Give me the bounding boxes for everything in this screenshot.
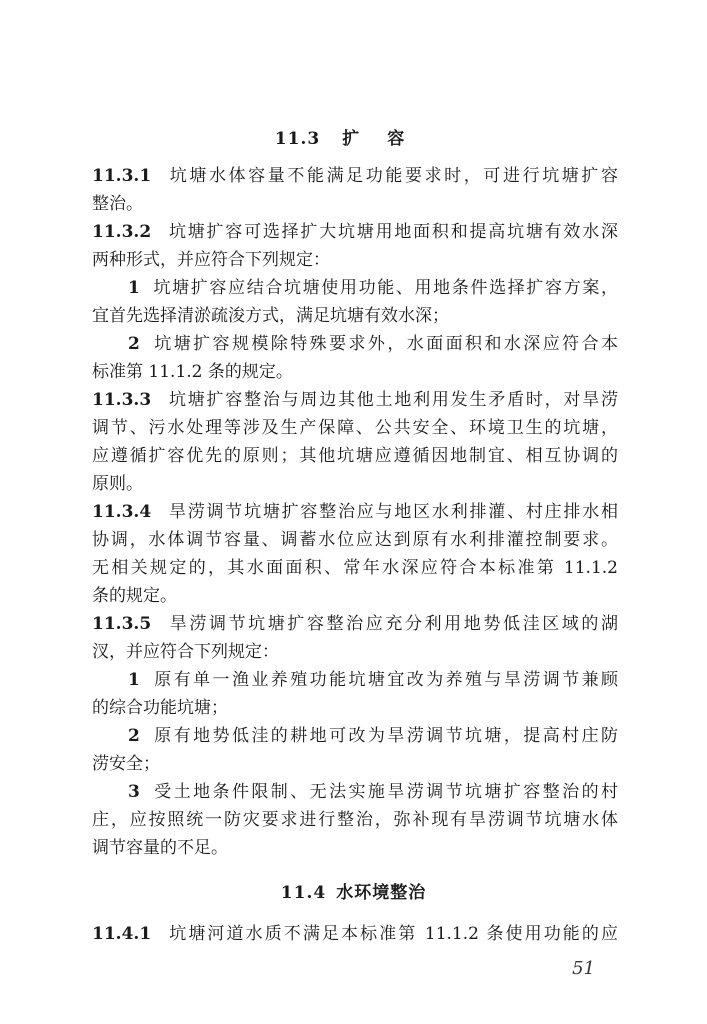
text-line: [92, 302, 618, 330]
section-number: 11.4: [280, 883, 327, 903]
line-text: 标准第 11.1.2 条的规定。: [92, 362, 293, 382]
text-line: [92, 414, 618, 442]
clause-line: [92, 610, 618, 638]
section-number: 11.3: [274, 129, 321, 149]
list-item-number: 1: [128, 278, 140, 298]
text-line: [92, 470, 618, 498]
line-text: 协调，水体调节容量、调蓄水位应达到原有水利排灌控制要求。: [92, 530, 618, 550]
line-text: 整治。: [92, 194, 143, 214]
line-text: 涝安全；: [92, 754, 160, 774]
list-item-line: [128, 666, 618, 694]
line-text: 原有地势低洼的耕地可改为旱涝调节坑塘，提高村庄防: [151, 726, 618, 746]
line-text: 旱涝调节坑塘扩容整治应充分利用地势低洼区域的湖: [167, 614, 618, 634]
section-title: 扩容: [342, 129, 433, 149]
clause-line: [92, 386, 618, 414]
line-text: 旱涝调节坑塘扩容整治应与地区水利排灌、村庄排水相: [167, 502, 618, 522]
section-title: 水环境整治: [336, 883, 427, 903]
clause-number: 11.3.1: [92, 166, 152, 186]
list-item-number: 2: [128, 726, 140, 746]
line-text: 调节、污水处理等涉及生产保障、公共安全、环境卫生的坑塘，: [92, 418, 618, 438]
clause-line: [92, 498, 618, 526]
clause-line: [92, 218, 618, 246]
list-item-number: 1: [128, 670, 140, 690]
line-text: 原有单一渔业养殖功能坑塘宜改为养殖与旱涝调节兼顾: [151, 670, 618, 690]
text-line: [92, 582, 618, 610]
line-text: 坑塘扩容整治与周边其他土地利用发生矛盾时，对旱涝: [167, 390, 618, 410]
clause-number: 11.3.4: [92, 502, 152, 522]
text-line: [92, 834, 618, 862]
text-line: [92, 442, 618, 470]
list-item-line: [128, 330, 618, 358]
line-text: 汊，并应符合下列规定：: [92, 642, 279, 662]
list-item-line: [128, 778, 618, 806]
section-heading-11-4: [0, 878, 707, 903]
text-line: [92, 694, 618, 722]
line-text: 坑塘水体容量不能满足功能要求时，可进行坑塘扩容: [167, 166, 618, 186]
line-text: 坑塘扩容规模除特殊要求外，水面面积和水深应符合本: [151, 334, 618, 354]
section-heading-11-3: [0, 124, 707, 149]
line-text: 两种形式，并应符合下列规定：: [92, 250, 330, 270]
list-item-number: 2: [128, 334, 140, 354]
clause-line: [92, 920, 618, 948]
line-text: 条的规定。: [92, 586, 177, 606]
list-item-line: [128, 722, 618, 750]
line-text: 庄，应按照统一防灾要求进行整治，弥补现有旱涝调节坑塘水体: [92, 810, 618, 830]
clause-number: 11.3.2: [92, 222, 152, 242]
page-number: 51: [572, 958, 595, 979]
line-text: 的综合功能坑塘；: [92, 698, 228, 718]
text-line: [92, 190, 618, 218]
list-item-number: 3: [128, 782, 140, 802]
line-text: 原则。: [92, 474, 143, 494]
text-line: [92, 750, 618, 778]
line-text: 调节容量的不足。: [92, 838, 228, 858]
text-line: [92, 246, 618, 274]
clause-number: 11.4.1: [92, 924, 152, 944]
line-text: 受土地条件限制、无法实施旱涝调节坑塘扩容整治的村: [151, 782, 618, 802]
text-line: [92, 358, 618, 386]
line-text: 宜首先选择清淤疏浚方式，满足坑塘有效水深；: [92, 306, 449, 326]
text-line: [92, 638, 618, 666]
clause-text: 坑塘河道水质不满足本标准第 11.1.2 条使用功能的应: [167, 924, 618, 944]
list-item-line: [128, 274, 618, 302]
text-line: [92, 554, 618, 582]
line-text: 应遵循扩容优先的原则；其他坑塘应遵循因地制宜、相互协调的: [92, 446, 618, 466]
clause-number: 11.3.5: [92, 614, 152, 634]
text-line: [92, 526, 618, 554]
line-text: 坑塘扩容可选择扩大坑塘用地面积和提高坑塘有效水深: [167, 222, 618, 242]
clause-line: [92, 162, 618, 190]
line-text: 坑塘扩容应结合坑塘使用功能、用地条件选择扩容方案，: [151, 278, 618, 298]
text-line: [92, 806, 618, 834]
line-text: 无相关规定的，其水面面积、常年水深应符合本标准第 11.1.2: [92, 558, 618, 578]
clause-number: 11.3.3: [92, 390, 152, 410]
